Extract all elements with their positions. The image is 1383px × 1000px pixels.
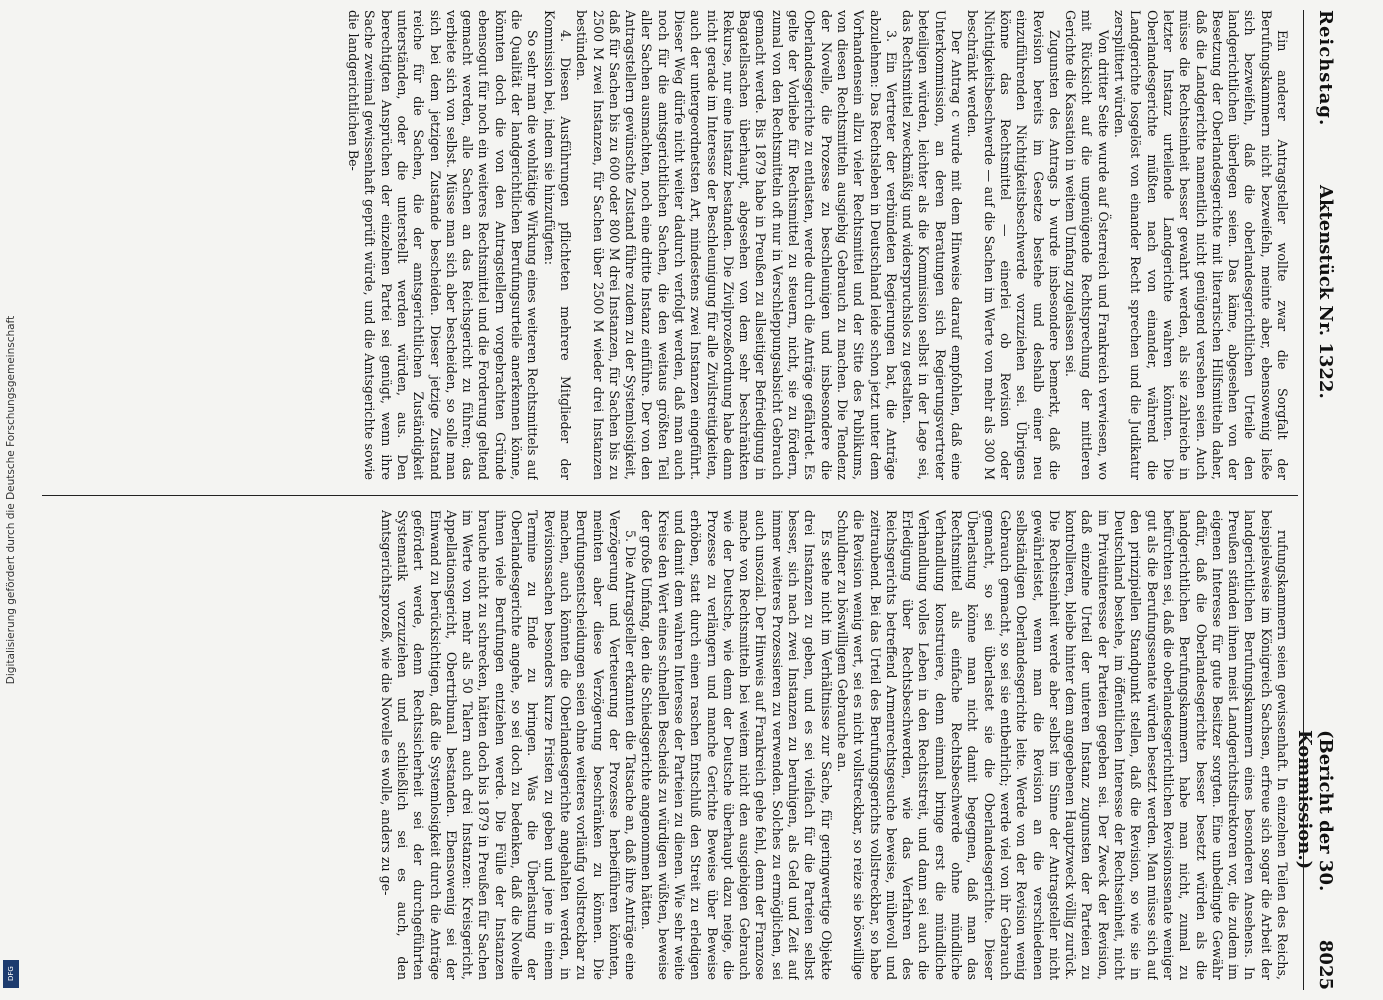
page-number: 8025 <box>1314 939 1336 990</box>
funding-note <box>2 5 20 995</box>
right-column <box>42 510 1290 980</box>
column-divider <box>42 495 1298 496</box>
paragraph: Von dritter Seite wurde auf Österreich und Frankreich verwiesen, wo mit Rücksicht auf die ungenügende Rechtsprechung der mittleren Gerichte die Kassation in weitem Umfang zugelassen sei. <box>1062 10 1111 480</box>
header-aktenstueck: Aktenstück Nr. 1322. <box>1314 185 1336 399</box>
paragraph: Ein anderer Antragsteller wollte zwar die Sorgfalt der Berufungskammern nicht bezweifeln, meinte aber, ebensowenig ließe sich bezweifeln, daß die oberlandesgerichtlichen Urteile den landgerichtlichen überlegen seien. Das käme, abgesehen von der Besetzung der Oberlandesgerichte mit literarischen Hilfsmitteln daher, daß die Landgerichte namentlich nicht genügend versehen seien. Auch müsse die Rechtseinheit besser gewahrt werden, als sie zahlreiche in letzter Instanz urteilende Landgerichte wahren könnten. Die Oberlandesgerichte müßten nach von einander, während die Landgerichte losgelöst von einander Recht sprechen und die Judikatur zersplittert würden. <box>1111 10 1290 480</box>
paragraph: Der Antrag c wurde mit dem Hinweise darauf empfohlen, daß eine Unterkommission, an deren Beratungen sich Regierungsvertreter beteiligen würden, leichter als die Kommission selbst in der Lage sei, das Rechtsmittel zweckmäßig und widerspruchslos zu gestalten. <box>899 10 964 480</box>
paragraph: 3. Ein Vertreter der verbündeten Regierungen bat, die Anträge abzulehnen: Das Rechtsleben in Deutschland leide schon jetzt unter dem Vorhandensein allzu vieler Rechtsmittel und der Sitte des Publikums, von diesen Rechtsmitteln ausgiebig Gebrauch zu machen. Die Tendenz der Novelle, die Prozesse zu beschleunigen und insbesondere die Oberlandesgerichte zu entlasten, werde durch die Anträge gefährdet. Es gelte der Vorliebe für Rechtsmittel zu steuern, nicht, sie zu fördern, zumal von den Rechtsmitteln oft nur in Verschleppungsabsicht Gebrauch gemacht werde. Bis 1879 habe in Preußen zu allseitiger Befriedigung in Bagatellsachen überhaupt, abgesehen von dem sehr beschränkten Rekurse, nur eine Instanz bestanden. Die Zivilprozeßordnung habe dann nicht gerade im Interesse der Beschleunigung für alle Zivilstreitigkeiten, auch der untergeordnetsten Art, mindestens zwei Instanzen eingeführt. Dieser Weg dürfe nicht weiter dadurch verfolgt werden, daß man auch noch für die amtsgerichtlichen Sachen, die den weitaus größten Teil aller Sachen ausmachten, noch eine dritte Instanz einführe. Der von den Antragstellern gewünschte Zustand führe zudem zu der Systemlosigkeit, daß für Sachen bis zu 600 oder 800 M drei Instanzen, für Sachen bis zu 2500 M zwei Instanzen, für Sachen über 2500 M wieder drei Instanzen bestünden. <box>573 10 899 480</box>
dfg-logo: DFG <box>3 960 19 988</box>
paragraph: So sehr man die wohltätige Wirkung eines weiteren Rechtsmittels auf die Qualität der landgerichtlichen Berufungsurteile anerkennen könne, könnten doch die von den Antragstellern vorgebrachten Gründe ebensogut für noch ein weiteres Rechtsmittel und die Forderung geltend gemacht werden, alle Sachen an das Reichsgericht zu führen; das verbiete sich von selbst. Müsse man sich aber bescheiden, so solle man sich bei dem jetzigen Zustande bescheiden. Dieser jetzige Zustand reiche für die Sachen, die der amtsgerichtlichen Zuständigkeit unterständen, oder die unterstellt werden würden, aus. Den berechtigten Ansprüchen der einzelnen Partei sei genügt, wenn ihre Sache zweimal gewissenhaft geprüft würde, und die Amtsgerichte sowie die landgerichtlichen Be- <box>345 10 540 480</box>
paragraph: Zugunsten des Antrags b wurde insbesondere bemerkt, daß die Revision bereits im Gesetze bestehe und deshalb einer neu einzuführenden Nichtigkeitsbeschwerde vorzuziehen sei. Übrigens könne das Rechtsmittel — einerlei ob Revision oder Nichtigkeitsbeschwerde — auf die Sachen im Werte von mehr als 300 M beschränkt werden. <box>964 10 1062 480</box>
paragraph: rufungskammern seien gewissenhaft. In einzelnen Teilen des Reichs, beispielsweise im Königreich Sachsen, erfreue sich sogar die Arbeit der landgerichtlichen Berufungskammern eines besonderen Ansehens. In Preußen ständen ihnen meist Landgerichtsdirektoren vor, die zudem im eigenen Interesse für gute Besitzer sorgten. Eine unbedingte Gewähr dafür, daß die Oberlandesgerichte besser besetzt würden als die landgerichtlichen Berufungskammern habe man nicht, zumal zu befürchten sei, daß die oberlandesgerichtlichen Revisionssenate weniger gut als die Berufungssenate würden besetzt werden. Man müsse sich auf den prinzipiellen Standpunkt stellen, daß die Revision, so wie sie in Deutschland bestehe, im öffentlichen Interesse der Rechtseinheit, nicht im Privatinteresse der Parteien gegeben sei. Der Zweck der Revision, daß einzelne Urteil der unteren Instanz zugunsten der Parteien zu kontrollieren, bleibe hinter dem angegebenen Hauptzweck völlig zurück. Die Rechtseinheit werde aber selbst im Sinne der Antragsteller nicht gewährleistet, wenn man die Revision an die verschiedenen selbständigen Oberlandesgerichte leite. Werde von der Revision wenig Gebrauch gemacht, so sei sie entbehrlich; werde viel von ihr Gebrauch gemacht, so sei überlastet sie die Oberlandesgerichte. Dieser Überlastung könne man nicht damit begegnen, daß man das Rechtsmittel als einfache Rechtsbeschwerde ohne mündliche Verhandlung konstruiere, denn einmal bringe erst die mündliche Verhandlung volles Leben in den Rechtsstreit, und dann sei auch die Erledigung über Rechtsbeschwerden, wie das Verfahren des Reichsgerichts betreffend Armenrechtsgesuche beweise, mühevoll und zeitraubend. Bei das Urteil des Berufungsgerichts vollstreckbar, so habe die Revision wenig wert, sei es nicht vollstreckbar, so reize sie böswillige Schuldner zu böswilligem Gebrauche an. <box>834 510 1290 980</box>
rotated-page-content <box>42 10 1342 990</box>
header-reichstag: Reichstag. <box>1314 10 1336 127</box>
left-column <box>42 10 1290 480</box>
header-bericht: (Bericht der 30. Kommission.) <box>1293 730 1336 892</box>
page-header <box>1293 10 1342 990</box>
funding-text: Digitalisierung gefördert durch die Deutsche Forschungsgemeinschaft <box>5 315 17 685</box>
header-rule <box>1303 10 1304 990</box>
paragraph: Es stehe nicht im Verhältnisse zur Sache, für geringwertige Objekte drei Instanzen zu geben, und es sei vielfach für die Parteien selbst besser, sich nach zwei Instanzen zu beruhigen, als Geld und Zeit auf immer weiteres Prozessieren zu verwenden. Solches zu ermöglichen, sei auch unsozial. Der Hinweis auf Frankreich gehe fehl, denn der Franzose mache von Rechtsmitteln bei weitem nicht den ausgiebigen Gebrauch wie der Deutsche, wie denn der Deutsche überhaupt dazu neige, die Prozesse zu verlängern und manche Gerichte Beweise über Beweise erhöben, statt durch einen raschen Entschluß den Streit zu erledigen und damit dem wahren Interesse der Parteien zu dienen. Wie sehr weite Kreise den Wert eines schnellen Bescheids zu würdigen wüßten, beweise der große Umfang, den die Schiedsgerichte angenommen hätten. <box>638 510 834 980</box>
paragraph: 4. Diesen Ausführungen pflichteten mehrere Mitglieder der Kommission bei, indem sie hinzufügten: <box>541 10 573 480</box>
paragraph: 5. Die Antragsteller erkannten die Tatsache an, daß ihre Anträge eine Verzögerung und Verteuerung der Prozesse herbeiführen könnten, meinten aber diese Verzögerung beschränken zu können. Die Berufungsentscheidungen seien ohne weiteres vorläufig vollstreckbar zu machen, auch könnten die Oberlandesgerichte angehalten werden, in Revisionssachen besonders kurze Fristen zu geben und jene in einem Termine zu Ende zu bringen. Was die Überlastung der Oberlandesgerichte angehe, so sei doch zu bedenken, daß die Novelle ihnen viele Berufungen entziehen werde. Die Fülle der Instanzen brauche nicht zu schrecken, hätten doch bis 1879 in Preußen für Sachen im Werte von mehr als 50 Talern auch drei Instanzen: Kreisgericht, Appellationsgericht, Obertribunal bestanden. Ebensowenig sei der Einwand zu berücksichtigen, daß die Systemlosigkeit durch die Anträge gefördert werde, denn Rechtssicherheit sei der durchgeführten Systematik vorzuziehen und schließlich sei es auch, den Amtsgerichtsprozeß, wie die Novelle es wolle, anders zu ge- <box>378 510 638 980</box>
